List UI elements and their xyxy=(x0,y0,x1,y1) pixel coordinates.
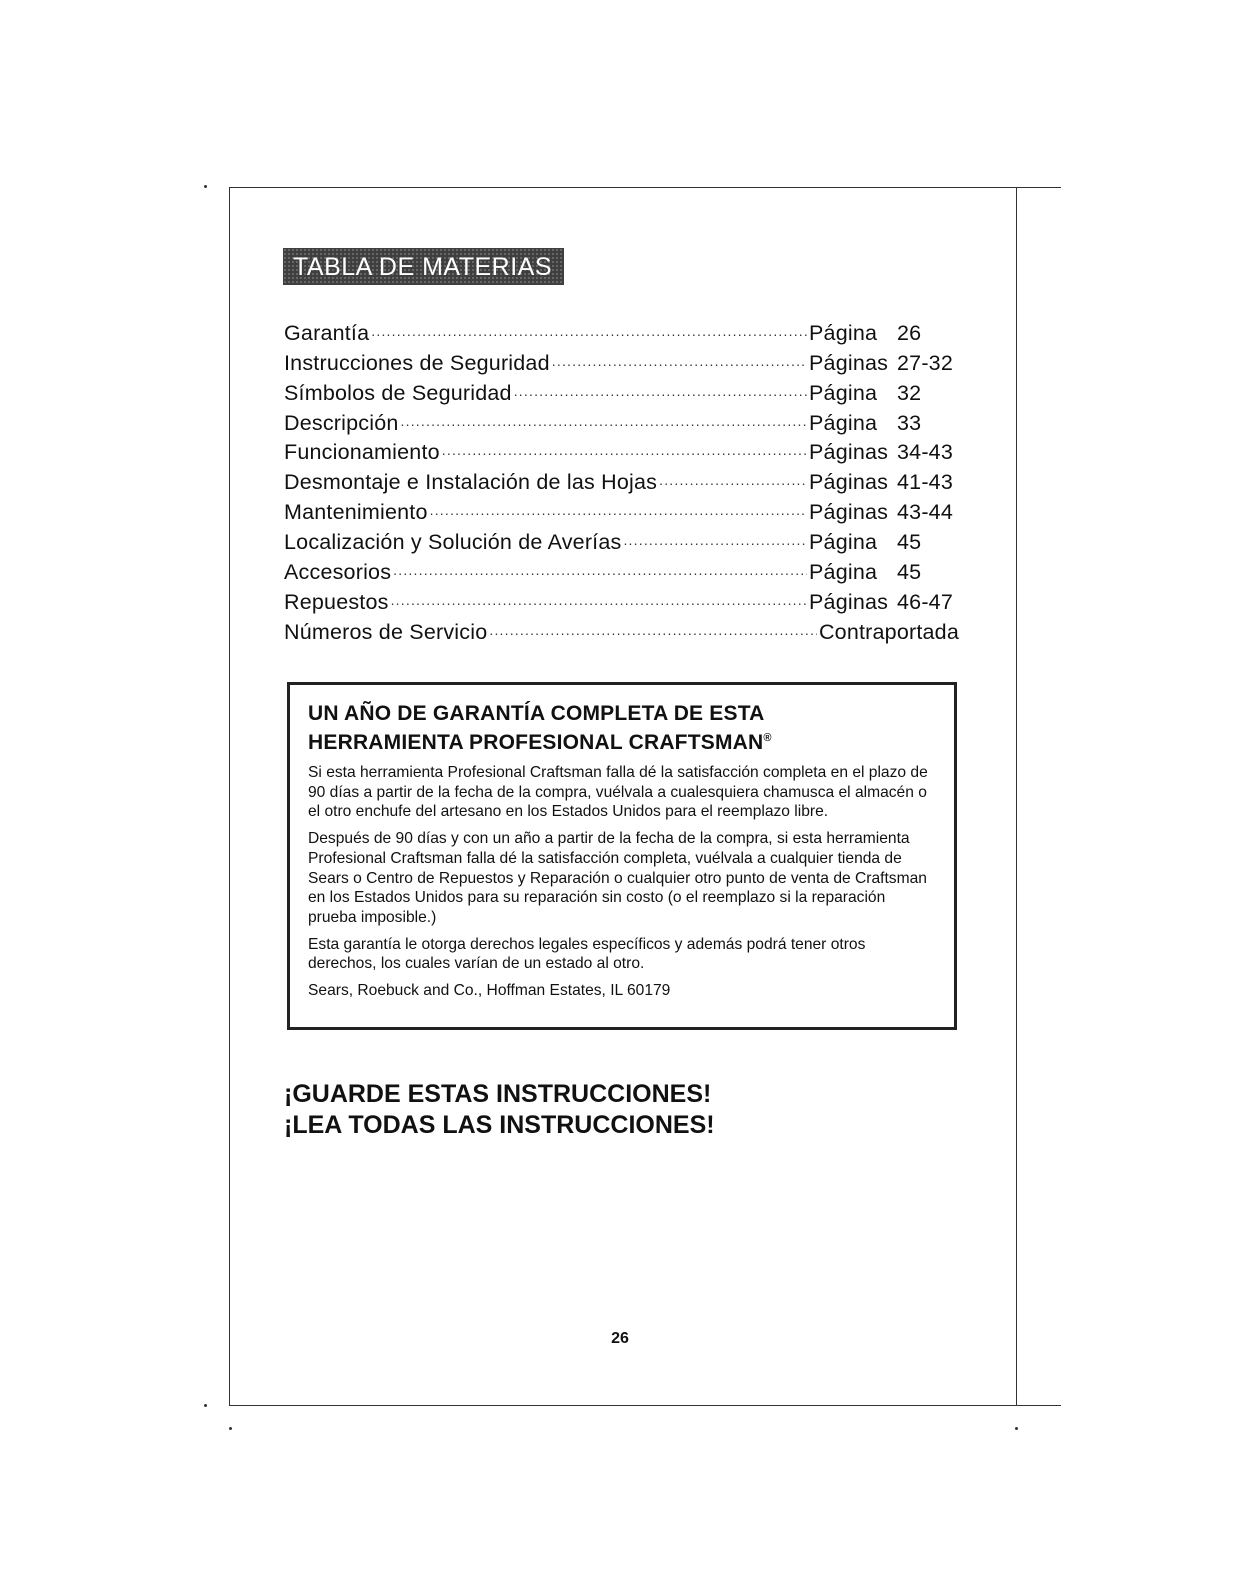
toc-leader-dots xyxy=(552,340,807,370)
save-line-2: ¡LEA TODAS LAS INSTRUCCIONES! xyxy=(284,1111,715,1139)
toc-page-label: Página xyxy=(809,320,878,345)
toc-entry-title: Garantía xyxy=(284,320,370,345)
toc-leader-dots xyxy=(391,579,807,609)
warranty-paragraph-1: Si esta herramienta Profesional Craftsman falla dé la satisfacción completa en el plazo de 90 días a partir de la fecha de la compra, vuélvala a cualesquiera chamusca el almacén o el otro enchufe del artesano en los Estados Unidos para el reemplazo libre. xyxy=(308,764,928,821)
toc-heading: TABLA DE MATERIAS xyxy=(283,248,564,285)
toc-leader-dots xyxy=(489,609,817,639)
warranty-paragraph-3: Esta garantía le otorga derechos legales específicos y además podrá tener otros derechos, los cuales varían de un estado al otro. xyxy=(308,935,866,973)
toc-page-label: Contraportada xyxy=(818,619,959,644)
scan-speck xyxy=(204,1404,207,1407)
toc-leader-dots xyxy=(393,549,807,579)
registered-mark: ® xyxy=(763,732,772,744)
toc-entry-title: Símbolos de Seguridad xyxy=(284,380,512,405)
warranty-title xyxy=(308,702,934,755)
toc-entry-title: Descripción xyxy=(284,410,399,435)
warranty-title-line-2 xyxy=(308,726,934,755)
frame-right-line xyxy=(1016,187,1017,1405)
save-instructions-heading xyxy=(284,1079,715,1141)
frame-bottom-line xyxy=(229,1405,1061,1406)
toc-page-label: Página xyxy=(809,380,878,405)
toc-page-label: Página xyxy=(809,410,878,435)
toc-entry-title: Funcionamiento xyxy=(284,440,440,465)
save-line-1: ¡GUARDE ESTAS INSTRUCCIONES! xyxy=(284,1080,712,1108)
scan-speck xyxy=(204,185,207,188)
toc-page-number: 45 xyxy=(897,530,922,555)
toc-page-number: 41-43 xyxy=(897,470,953,495)
toc-entry-title: Repuestos xyxy=(284,589,389,614)
toc-entry-title: Mantenimiento xyxy=(284,500,428,525)
toc-leader-dots xyxy=(401,400,807,430)
toc-page-label: Páginas xyxy=(809,440,889,465)
toc-page-label: Página xyxy=(809,530,878,555)
toc-page-number: 34-43 xyxy=(897,440,953,465)
toc-page-label: Páginas xyxy=(809,350,889,375)
toc-entry-title: Instrucciones de Seguridad xyxy=(284,350,550,375)
page-number: 26 xyxy=(611,1330,629,1347)
toc-page-label: Páginas xyxy=(809,470,889,495)
toc-entry-title: Localización y Solución de Averías xyxy=(284,530,622,555)
toc-leader-dots xyxy=(514,370,807,400)
toc-leader-dots xyxy=(659,459,807,489)
toc-page-number: 46-47 xyxy=(897,589,953,614)
frame-left-line xyxy=(229,187,230,1405)
toc-page-number: 32 xyxy=(897,380,922,405)
toc-row-garantia[interactable] xyxy=(284,310,959,345)
warranty-title-line-1: UN AÑO DE GARANTÍA COMPLETA DE ESTA xyxy=(308,702,765,725)
toc-leader-dots xyxy=(442,430,807,460)
toc-page-number: 26 xyxy=(897,320,922,345)
toc-page-number: 27-32 xyxy=(897,350,953,375)
scan-speck xyxy=(229,1427,232,1430)
toc-entry-title: Accesorios xyxy=(284,560,392,585)
toc-leader-dots xyxy=(430,489,807,519)
toc-page-number: 33 xyxy=(897,410,922,435)
warranty-address: Sears, Roebuck and Co., Hoffman Estates, IL 60179 xyxy=(308,982,671,1000)
toc-entry-title: Números de Servicio xyxy=(284,619,488,644)
toc-page-label: Páginas xyxy=(809,589,889,614)
toc-page-label: Página xyxy=(809,560,878,585)
toc-page-label: Páginas xyxy=(809,500,889,525)
warranty-box xyxy=(287,682,957,1030)
table-of-contents xyxy=(284,310,959,644)
toc-entry-title: Desmontaje e Instalación de las Hojas xyxy=(284,470,658,495)
frame-top-line xyxy=(229,187,1061,188)
toc-leader-dots xyxy=(623,519,807,549)
toc-leader-dots xyxy=(371,310,807,340)
warranty-paragraph-2: Después de 90 días y con un año a partir de la fecha de la compra, si esta herramienta Profesional Craftsman falla dé la satisfacción completa, vuélvala a cualquier tienda de Sears o Centro de Repuestos y Reparación o cualquier otro punto de venta de Craftsman en los Estados Unidos para su reparación sin costo (o el reemplazo si la reparación prueba imposible.) xyxy=(308,830,927,926)
scan-speck xyxy=(1015,1427,1018,1430)
toc-page-number: 43-44 xyxy=(897,500,953,525)
warranty-title-line-2-text: HERRAMIENTA PROFESIONAL CRAFTSMAN xyxy=(308,731,764,754)
toc-page-number: 45 xyxy=(897,560,922,585)
